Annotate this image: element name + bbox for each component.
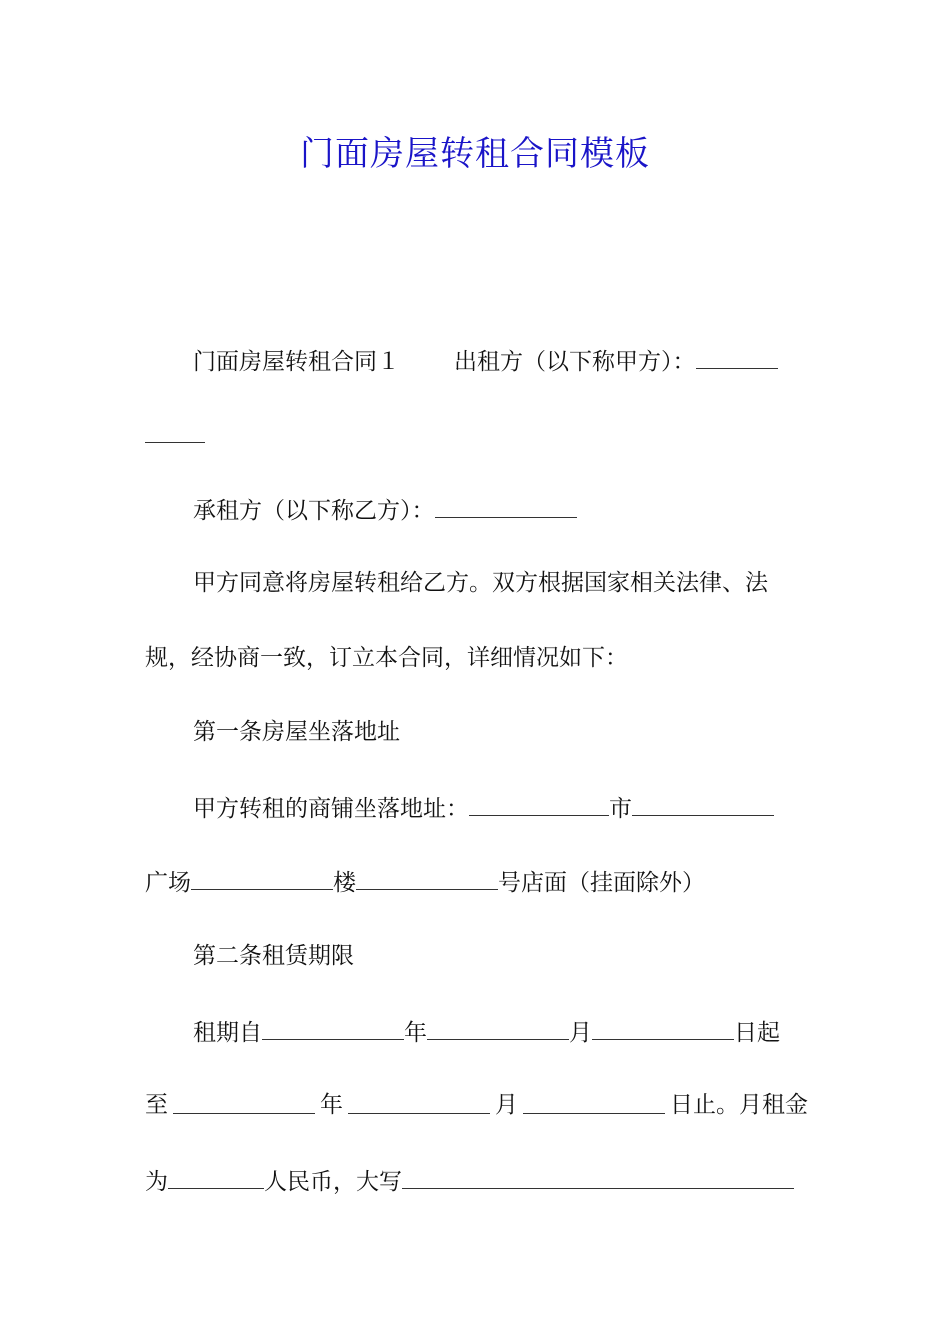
lessee-label: 承租方（以下称乙方）：	[193, 498, 435, 524]
term-from-label: 租期自	[193, 1020, 262, 1046]
lessor-blank-continued	[145, 418, 205, 443]
to-label: 至	[145, 1092, 168, 1118]
end-day-blank	[523, 1089, 665, 1114]
day-from-label: 日起	[734, 1020, 780, 1046]
start-day-blank	[592, 1015, 734, 1040]
plaza-label: 广场	[145, 870, 191, 896]
article2-rent-line	[145, 1164, 794, 1198]
shop-label: 号店面（挂面除外）	[498, 870, 705, 896]
for-label: 为	[145, 1169, 168, 1195]
document-title: 门面房屋转租合同模板	[300, 134, 650, 174]
day-to-rent-label: 日止。月租金	[670, 1092, 808, 1118]
lessee-blank	[435, 493, 577, 518]
lessor-blank	[696, 344, 778, 369]
paragraph-lessee	[193, 493, 577, 527]
building-blank	[356, 865, 498, 890]
paragraph-agreement-line2: 规，经协商一致，订立本合同，详细情况如下：	[145, 645, 628, 671]
address-label: 甲方转租的商铺坐落地址：	[193, 796, 469, 822]
article1-address-line2	[145, 865, 705, 899]
year-label: 年	[404, 1020, 427, 1046]
article1-heading: 第一条房屋坐落地址	[193, 719, 400, 745]
city-blank	[469, 791, 609, 816]
paragraph-agreement-line1: 甲方同意将房屋转租给乙方。双方根据国家相关法律、法	[193, 570, 768, 596]
end-month-blank	[348, 1089, 490, 1114]
article1-address-line1	[193, 791, 774, 825]
rent-uppercase-blank	[402, 1164, 794, 1189]
article2-term-line2	[145, 1089, 808, 1121]
start-month-blank	[427, 1015, 569, 1040]
building-label: 楼	[333, 870, 356, 896]
year-label-2: 年	[320, 1092, 343, 1118]
article2-term-line1	[193, 1015, 780, 1049]
city-label: 市	[609, 796, 632, 822]
district-blank	[632, 791, 774, 816]
end-year-blank	[173, 1089, 315, 1114]
contract-lead: 门面房屋转租合同１	[193, 349, 400, 375]
rmb-label: 人民币，大写	[264, 1169, 402, 1195]
article2-heading: 第二条租赁期限	[193, 943, 354, 969]
lessor-label: 出租方（以下称甲方）：	[454, 349, 696, 375]
month-label: 月	[569, 1020, 592, 1046]
start-year-blank	[262, 1015, 404, 1040]
paragraph-lessor	[193, 344, 778, 378]
rent-amount-blank	[168, 1164, 264, 1189]
paragraph-lessor-continued	[145, 418, 205, 452]
month-label-2: 月	[495, 1092, 518, 1118]
plaza-blank	[191, 865, 333, 890]
